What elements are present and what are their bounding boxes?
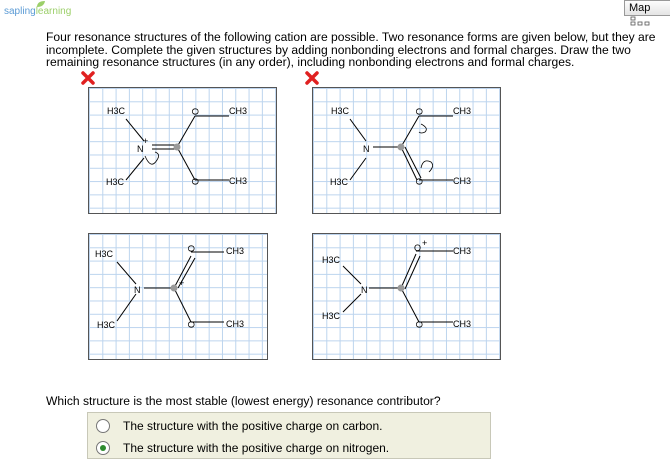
ch3-label: CH3: [226, 246, 245, 256]
plus-label: +: [143, 136, 149, 146]
plus-label: +: [422, 238, 428, 248]
o-label: O: [414, 243, 422, 253]
ch3-label: CH3: [453, 176, 472, 186]
map-button[interactable]: [624, 0, 670, 16]
structure-panel-4[interactable]: [312, 233, 501, 360]
sapling-logo: [4, 3, 124, 19]
n-label: N: [363, 144, 370, 154]
structure-4-drawing: [313, 234, 500, 359]
n-label: N: [361, 285, 368, 295]
structure-panel-2[interactable]: [312, 87, 501, 214]
o-label: O: [190, 178, 200, 186]
h3c-label: H3C: [106, 177, 125, 187]
curved-arrow-icon: [145, 152, 159, 164]
h3c-label: H3C: [95, 249, 114, 259]
structure-panel-1[interactable]: [88, 87, 277, 214]
leaf-icon: [36, 0, 46, 8]
h3c-label: H3C: [97, 320, 116, 330]
n-label: N: [137, 144, 144, 154]
radio-button-selected[interactable]: [96, 441, 110, 455]
map-icon: [630, 16, 650, 26]
o-label: O: [414, 321, 424, 329]
h3c-label: H3C: [107, 106, 126, 116]
question-text: Four resonance structures of the following cation are possible. Two resonance forms are given below, but they are incomplete. Complete the given structures by adding nonbonding electrons and formal charges. Draw the two remaining resonance structures (in any order), including nonbonding electrons and formal charges.: [46, 30, 656, 69]
radio-button[interactable]: [96, 419, 110, 433]
option-carbon[interactable]: [88, 416, 491, 436]
structure-2-drawing: [313, 88, 500, 213]
ch3-label: CH3: [226, 319, 245, 329]
h3c-label: H3C: [322, 311, 341, 321]
n-label: N: [134, 285, 141, 295]
incorrect-x-icon: [80, 70, 96, 86]
ch3-label: CH3: [453, 106, 472, 116]
h3c-label: H3C: [331, 106, 350, 116]
o-label: O: [414, 108, 424, 116]
o-label: O: [186, 321, 196, 329]
curved-arrow-icon: [419, 124, 426, 133]
stability-question: Which structure is the most stable (lowest energy) resonance contributor?: [46, 394, 441, 408]
ch3-label: CH3: [453, 246, 472, 256]
bottom-toolbar-edge: [290, 455, 670, 459]
h3c-label: H3C: [322, 255, 341, 265]
curved-arrow-icon: [421, 161, 433, 172]
carbon-atom: [174, 144, 181, 151]
plus-label: +: [179, 278, 185, 288]
o-label: O: [186, 245, 196, 253]
ch3-label: CH3: [229, 106, 248, 116]
carbon-atom: [398, 144, 405, 151]
map-label: Map: [629, 2, 651, 14]
o-label: O: [414, 178, 424, 186]
top-bar: [0, 0, 670, 22]
ch3-label: CH3: [229, 176, 248, 186]
ch3-label: CH3: [453, 319, 472, 329]
logo-part2: learning: [35, 6, 72, 17]
option-label: The structure with the positive charge on carbon.: [123, 419, 383, 433]
incorrect-x-icon: [304, 70, 320, 86]
carbon-atom: [171, 285, 178, 292]
structure-1-drawing: [89, 88, 276, 213]
o-label: O: [190, 108, 200, 116]
option-label: The structure with the positive charge on nitrogen.: [123, 441, 390, 455]
carbon-atom: [398, 285, 405, 292]
structure-panel-3[interactable]: [88, 233, 268, 360]
structure-3-drawing: [89, 234, 267, 359]
answer-options: [87, 412, 491, 459]
logo-part1: sapling: [4, 6, 36, 17]
h3c-label: H3C: [330, 177, 349, 187]
